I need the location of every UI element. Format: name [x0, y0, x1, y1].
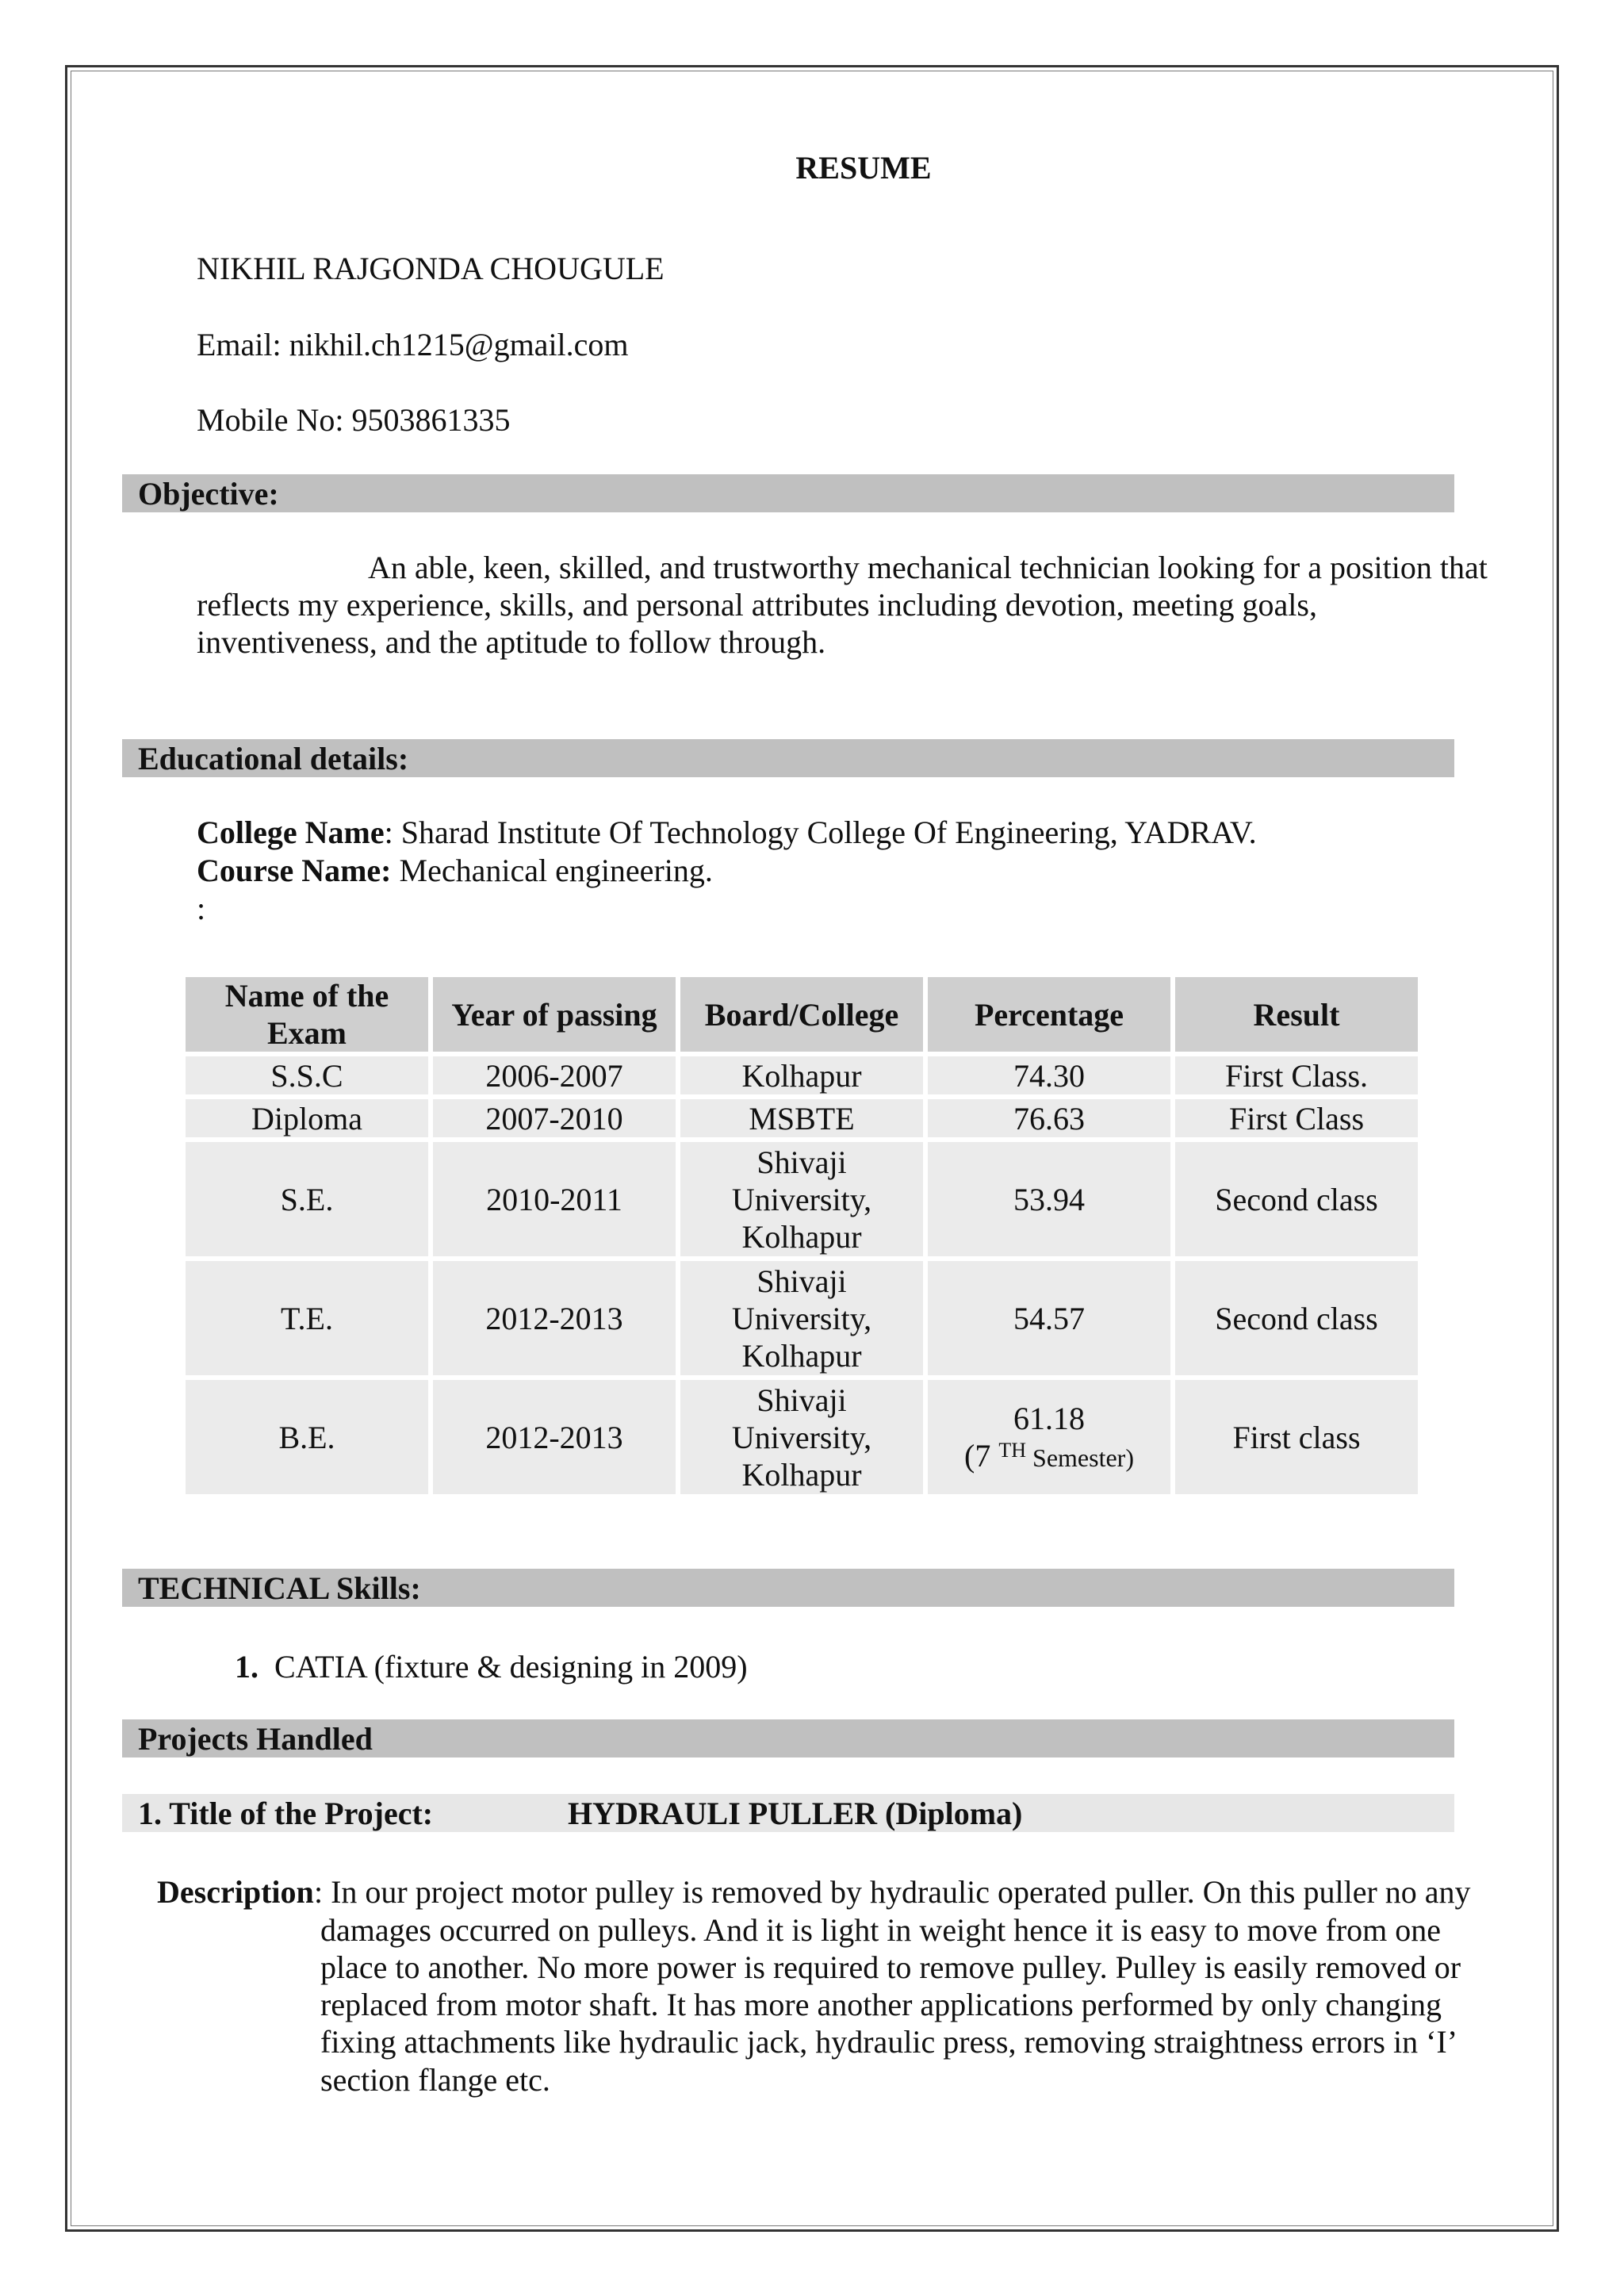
- cell-percentage: [928, 1380, 1170, 1494]
- cell-percentage: 76.63: [928, 1099, 1170, 1137]
- cell-year: 2010-2011: [433, 1142, 676, 1256]
- cell-year: 2012-2013: [433, 1380, 676, 1494]
- cell-year: 2006-2007: [433, 1056, 676, 1094]
- cell-result: Second class: [1175, 1261, 1418, 1375]
- cell-result: First Class: [1175, 1099, 1418, 1137]
- mobile-line: Mobile No: 9503861335: [197, 402, 511, 438]
- skill-item: [235, 1648, 748, 1685]
- course-label: Course Name:: [197, 853, 392, 888]
- description-line-1: : In our project motor pulley is removed by hydraulic operated puller. On this puller no any: [314, 1874, 1471, 1910]
- description-line-5: fixing attachments like hydraulic jack, hydraulic press, removing straightness errors in ‘I’: [320, 2024, 1458, 2060]
- description-line-4: replaced from motor shaft. It has more another applications performed by only changing: [320, 1987, 1442, 2022]
- cell-year: 2012-2013: [433, 1261, 676, 1375]
- candidate-name: NIKHIL RAJGONDA CHOUGULE: [197, 251, 665, 286]
- description-label: Description: [157, 1874, 314, 1910]
- table-row: [186, 1380, 1418, 1494]
- project-title-bar: [122, 1794, 1454, 1832]
- project-title-value: HYDRAULI PULLER (Diploma): [568, 1796, 1023, 1831]
- be-percentage: 61.18: [1013, 1401, 1085, 1437]
- header-board: Board/College: [680, 977, 923, 1052]
- cell-percentage: 54.57: [928, 1261, 1170, 1375]
- course-value: Mechanical engineering.: [391, 853, 713, 888]
- skill-number: 1.: [235, 1649, 259, 1685]
- cell-board: Shivaji University, Kolhapur: [680, 1142, 923, 1256]
- college-label: College Name: [197, 815, 385, 850]
- education-table: [181, 972, 1423, 1499]
- header-percentage: Percentage: [928, 977, 1170, 1052]
- description-line-3: place to another. No more power is required to remove pulley. Pulley is easily removed or: [320, 1949, 1461, 1985]
- header-exam: Name of the Exam: [186, 977, 428, 1052]
- table-row: [186, 1261, 1418, 1375]
- college-value: : Sharad Institute Of Technology College Of Engineering, YADRAV.: [384, 815, 1257, 850]
- header-result: Result: [1175, 977, 1418, 1052]
- stray-colon: :: [197, 891, 206, 926]
- cell-board: Shivaji University, Kolhapur: [680, 1380, 923, 1494]
- description-line-2: damages occurred on pulleys. And it is light in weight hence it is easy to move from one: [320, 1912, 1442, 1948]
- objective-line-2: reflects my experience, skills, and personal attributes including devotion, meeting goals,: [197, 587, 1317, 623]
- table-row: [186, 1099, 1418, 1137]
- description-line-6: section flange etc.: [320, 2062, 550, 2098]
- section-projects: Projects Handled: [122, 1719, 1454, 1757]
- table-row: [186, 1056, 1418, 1094]
- project-title-label: 1. Title of the Project:: [138, 1796, 434, 1831]
- section-technical-skills: TECHNICAL Skills:: [122, 1569, 1454, 1607]
- document-title: RESUME: [795, 150, 932, 186]
- cell-exam: T.E.: [186, 1261, 428, 1375]
- table-header-row: [186, 977, 1418, 1052]
- email-line: Email: nikhil.ch1215@gmail.com: [197, 327, 629, 362]
- cell-result: First class: [1175, 1380, 1418, 1494]
- header-year: Year of passing: [433, 977, 676, 1052]
- course-line: [197, 852, 713, 889]
- cell-exam: S.S.C: [186, 1056, 428, 1094]
- cell-board: MSBTE: [680, 1099, 923, 1137]
- table-row: [186, 1142, 1418, 1256]
- college-line: [197, 814, 1257, 851]
- cell-year: 2007-2010: [433, 1099, 676, 1137]
- cell-result: First Class.: [1175, 1056, 1418, 1094]
- cell-exam: B.E.: [186, 1380, 428, 1494]
- cell-percentage: 53.94: [928, 1142, 1170, 1256]
- cell-exam: Diploma: [186, 1099, 428, 1137]
- section-education: Educational details:: [122, 739, 1454, 777]
- be-semester-note: (7 $^{TH}$ Semester): [964, 1438, 1134, 1474]
- cell-percentage: 74.30: [928, 1056, 1170, 1094]
- cell-result: Second class: [1175, 1142, 1418, 1256]
- objective-line-3: inventiveness, and the aptitude to follow through.: [197, 624, 826, 661]
- cell-board: Kolhapur: [680, 1056, 923, 1094]
- cell-board: Shivaji University, Kolhapur: [680, 1261, 923, 1375]
- objective-text: [197, 549, 1537, 661]
- section-objective: Objective:: [122, 474, 1454, 512]
- objective-line-1: An able, keen, skilled, and trustworthy mechanical technician looking for a position that: [368, 550, 1488, 585]
- cell-exam: S.E.: [186, 1142, 428, 1256]
- skill-text: CATIA (fixture & designing in 2009): [274, 1649, 748, 1685]
